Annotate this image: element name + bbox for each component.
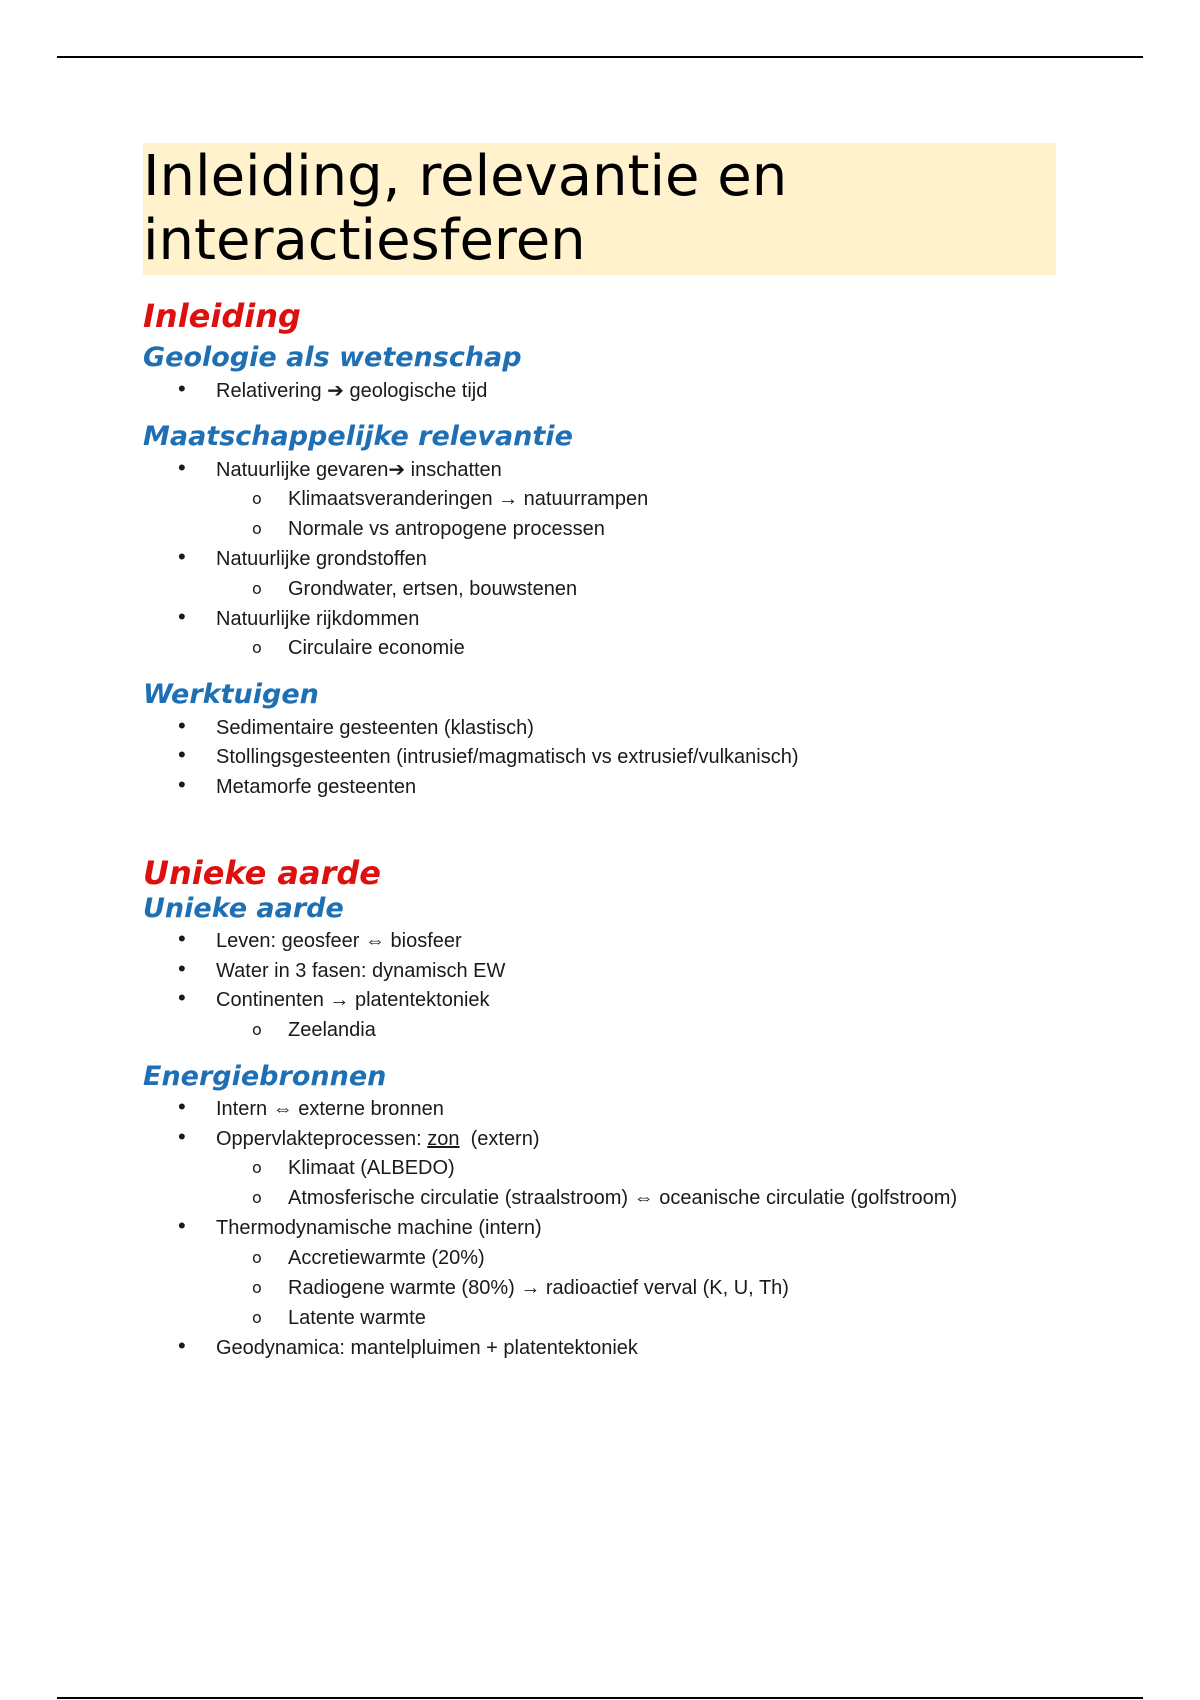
bullet-icon: •	[178, 926, 186, 951]
list-item: • Natuurlijke grondstoffen	[178, 544, 427, 570]
title-line-1: Inleiding, relevantie en	[143, 144, 788, 209]
sub-list-item: o Radiogene warmte (80%) → radioactief verval (K, U, Th)	[252, 1277, 789, 1299]
sub-bullet-icon: o	[252, 1248, 262, 1267]
bottom-rule	[57, 1697, 1143, 1699]
top-rule	[57, 56, 1143, 58]
list-item: • Thermodynamische machine (intern)	[178, 1213, 542, 1239]
sub-list-item: o Zeelandia	[252, 1019, 376, 1041]
list-item: • Stollingsgesteenten (intrusief/magmatisch vs extrusief/vulkanisch)	[178, 742, 799, 768]
list-item: • Water in 3 fasen: dynamisch EW	[178, 956, 506, 982]
bullet-icon: •	[178, 956, 186, 981]
list-item: • Intern ⇔ externe bronnen	[178, 1094, 444, 1120]
sub-bullet-icon: o	[252, 638, 262, 657]
list-item: • Geodynamica: mantelpluimen + platentektoniek	[178, 1333, 638, 1359]
bullet-icon: •	[178, 713, 186, 738]
bullet-icon: •	[178, 544, 186, 569]
bullet-icon: •	[178, 1333, 186, 1358]
heading-unieke-aarde-sub: Unieke aarde	[143, 893, 344, 924]
list-item: • Oppervlakteprocessen: zon (extern)	[178, 1124, 540, 1150]
heading-geologie-als-wetenschap: Geologie als wetenschap	[143, 342, 522, 373]
list-item: • Relativering ➔ geologische tijd	[178, 376, 488, 402]
bullet-icon: •	[178, 455, 186, 480]
sub-bullet-icon: o	[252, 1188, 262, 1207]
sub-list-item: o Accretiewarmte (20%)	[252, 1247, 485, 1269]
title-line-2: interactiesferen	[143, 208, 586, 273]
heading-maatschappelijke-relevantie: Maatschappelijke relevantie	[143, 421, 573, 452]
list-item: • Leven: geosfeer ⇔ biosfeer	[178, 926, 462, 952]
bullet-icon: •	[178, 1124, 186, 1149]
heading-unieke-aarde: Unieke aarde	[143, 854, 381, 892]
heading-inleiding: Inleiding	[143, 297, 301, 335]
list-item: • Metamorfe gesteenten	[178, 772, 417, 798]
bullet-icon: •	[178, 742, 186, 767]
bullet-icon: •	[178, 1213, 186, 1238]
sub-bullet-icon: o	[252, 489, 262, 508]
sub-list-item: o Circulaire economie	[252, 637, 465, 659]
sub-list-item: o Latente warmte	[252, 1307, 426, 1329]
sub-bullet-icon: o	[252, 1020, 262, 1039]
bullet-icon: •	[178, 772, 186, 797]
underlined-word: zon	[427, 1128, 460, 1150]
bullet-icon: •	[178, 1094, 186, 1119]
bullet-icon: •	[178, 985, 186, 1010]
heading-energiebronnen: Energiebronnen	[143, 1061, 387, 1092]
sub-list-item: o Atmosferische circulatie (straalstroom) ⇔ oceanische circulatie (golfstroom)	[252, 1187, 958, 1209]
list-item: • Natuurlijke rijkdommen	[178, 604, 420, 630]
sub-list-item: o Klimaatsveranderingen → natuurrampen	[252, 488, 649, 510]
bullet-icon: •	[178, 604, 186, 629]
list-item: • Continenten → platentektoniek	[178, 985, 490, 1011]
page-title	[143, 143, 1056, 275]
sub-bullet-icon: o	[252, 1158, 262, 1177]
sub-list-item: o Grondwater, ertsen, bouwstenen	[252, 578, 578, 600]
sub-list-item: o Normale vs antropogene processen	[252, 518, 605, 540]
sub-bullet-icon: o	[252, 519, 262, 538]
list-item: • Sedimentaire gesteenten (klastisch)	[178, 713, 534, 739]
bullet-icon: •	[178, 376, 186, 401]
heading-werktuigen: Werktuigen	[143, 679, 319, 710]
sub-bullet-icon: o	[252, 1278, 262, 1297]
sub-list-item: o Klimaat (ALBEDO)	[252, 1157, 455, 1179]
list-item: • Natuurlijke gevaren➔ inschatten	[178, 455, 502, 481]
sub-bullet-icon: o	[252, 1308, 262, 1327]
sub-bullet-icon: o	[252, 579, 262, 598]
